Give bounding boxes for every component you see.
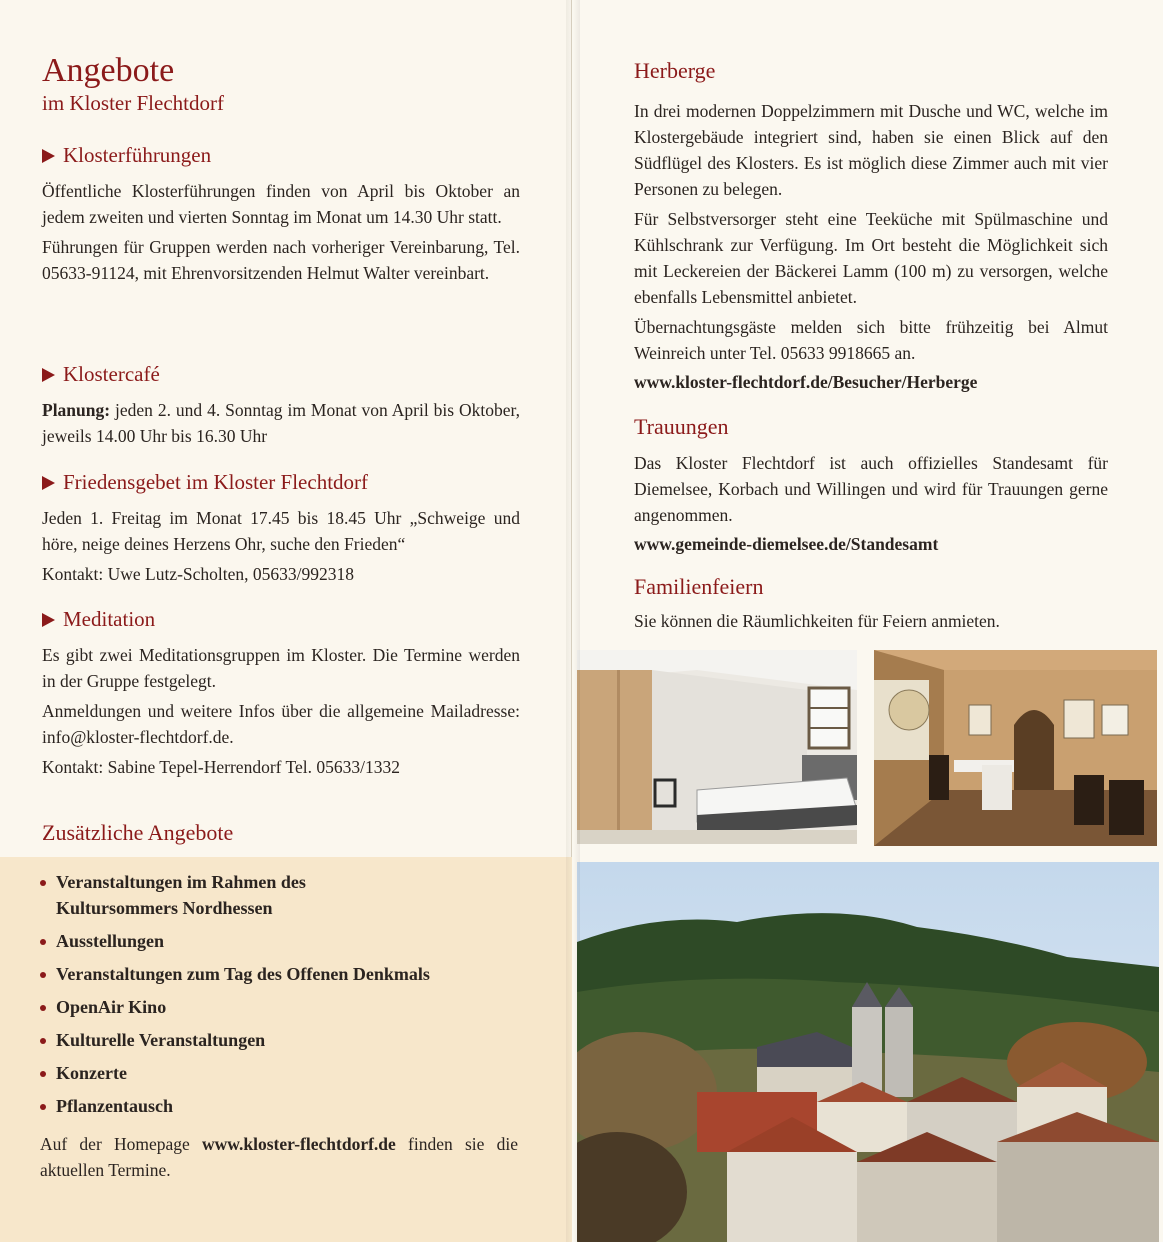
section-familienfeiern xyxy=(634,574,1108,634)
section-heading-text: Meditation xyxy=(63,607,156,631)
paragraph: Führungen für Gruppen werden nach vorheriger Vereinbarung, Tel. 05633-91124, mit Ehrenvorsitzenden Helmut Walter vereinbart. xyxy=(42,237,520,283)
page-subtitle: im Kloster Flechtdorf xyxy=(42,91,224,116)
section-heading xyxy=(42,607,520,632)
list-item: OpenAir Kino xyxy=(40,994,518,1020)
triangle-bullet-icon xyxy=(42,613,55,627)
section-friedensgebet xyxy=(42,470,520,587)
fold-shadow xyxy=(566,0,580,1242)
footer-text: Auf der Homepage xyxy=(40,1134,203,1154)
section-trauungen xyxy=(634,414,1108,555)
standesamt-link[interactable]: www.gemeinde-diemelsee.de/Standesamt xyxy=(634,534,939,554)
list-item: Veranstaltungen zum Tag des Offenen Denkmals xyxy=(40,961,518,987)
section-klostercafe xyxy=(42,362,520,449)
section-heading xyxy=(42,143,520,168)
paragraph: Für Selbstversorger steht eine Teeküche mit Spülmaschine und Kühlschrank zur Verfügung. Im Ort besteht die Möglichkeit sich mit Leckereien der Bäckerei Lamm (100 m) zu versorgen, welche ebenfalls Lebensmittel anbietet. xyxy=(634,209,1108,307)
list-item: Veranstaltungen im Rahmen des Kultursommers Nordhessen xyxy=(40,869,340,921)
paragraph-text: jeden 2. und 4. Sonntag im Monat von April bis Oktober, jeweils 14.00 Uhr bis 16.30 Uhr xyxy=(42,400,520,446)
paragraph xyxy=(42,397,520,449)
left-panel xyxy=(0,0,572,1242)
section-meditation xyxy=(42,607,520,780)
footer-text: finden sie die aktuellen Termine. xyxy=(40,1134,518,1180)
title-block xyxy=(42,52,520,116)
paragraph: Sie können die Räumlichkeiten für Feiern anmieten. xyxy=(634,611,1000,631)
section-heading-text: Klosterführungen xyxy=(63,143,212,167)
paragraph: Kontakt: Sabine Tepel-Herrendorf Tel. 05633/1332 xyxy=(42,757,400,777)
section-herberge xyxy=(634,58,1108,393)
paragraph: In drei modernen Doppelzimmern mit Dusche und WC, welche im Klostergebäude integriert sind, haben sie einen Blick auf den Südflügel des Klosters. Es ist möglich diese Zimmer auch mit vier Personen zu belegen. xyxy=(634,101,1108,199)
footer-note xyxy=(40,1131,518,1183)
section-heading xyxy=(42,362,520,387)
paragraph: Es gibt zwei Meditationsgruppen im Kloster. Die Termine werden in der Gruppe festgelegt. xyxy=(42,645,520,691)
extra-offers-box xyxy=(0,857,572,1242)
section-klosterfuehrungen xyxy=(42,143,520,286)
triangle-bullet-icon xyxy=(42,368,55,382)
section-heading-text: Klostercafé xyxy=(63,362,160,386)
list-item: Pflanzentausch xyxy=(40,1093,518,1119)
section-heading-text: Friedensgebet im Kloster Flechtdorf xyxy=(63,470,369,494)
paragraph: Übernachtungsgäste melden sich bitte frühzeitig bei Almut Weinreich unter Tel. 05633 9918665 an. xyxy=(634,317,1108,363)
triangle-bullet-icon xyxy=(42,149,55,163)
paragraph: Anmeldungen und weitere Infos über die allgemeine Mailadresse: info@kloster-flechtdorf.de. xyxy=(42,701,520,747)
photo-bedroom xyxy=(577,650,857,844)
photo-village-landscape xyxy=(577,862,1159,1242)
section-heading xyxy=(42,470,520,495)
extra-heading-block xyxy=(42,820,520,846)
homepage-link[interactable]: www.kloster-flechtdorf.de xyxy=(202,1134,396,1154)
triangle-bullet-icon xyxy=(42,476,55,490)
offers-list xyxy=(40,869,518,1119)
familienfeiern-heading: Familienfeiern xyxy=(634,574,764,599)
photo-event-room xyxy=(874,650,1157,846)
paragraph: Das Kloster Flechtdorf ist auch offizielles Standesamt für Diemelsee, Korbach und Willingen und wird für Trauungen gerne angenommen. xyxy=(634,453,1108,525)
trauungen-heading: Trauungen xyxy=(634,414,729,439)
label-planung: Planung: xyxy=(42,400,111,420)
extra-heading: Zusätzliche Angebote xyxy=(42,820,234,845)
herberge-heading: Herberge xyxy=(634,58,716,83)
list-item: Ausstellungen xyxy=(40,928,518,954)
paragraph: Jeden 1. Freitag im Monat 17.45 bis 18.45 Uhr „Schweige und höre, neige deines Herzens Ohr, suche den Frieden“ xyxy=(42,508,520,554)
right-panel xyxy=(572,0,1163,1242)
list-item: Konzerte xyxy=(40,1060,518,1086)
herberge-link[interactable]: www.kloster-flechtdorf.de/Besucher/Herberge xyxy=(634,372,978,392)
page-title: Angebote xyxy=(42,52,175,89)
paragraph: Kontakt: Uwe Lutz-Scholten, 05633/992318 xyxy=(42,564,355,584)
list-item: Kulturelle Veranstaltungen xyxy=(40,1027,518,1053)
paragraph: Öffentliche Klosterführungen finden von April bis Oktober an jedem zweiten und vierten Sonntag im Monat um 14.30 Uhr statt. xyxy=(42,181,520,227)
